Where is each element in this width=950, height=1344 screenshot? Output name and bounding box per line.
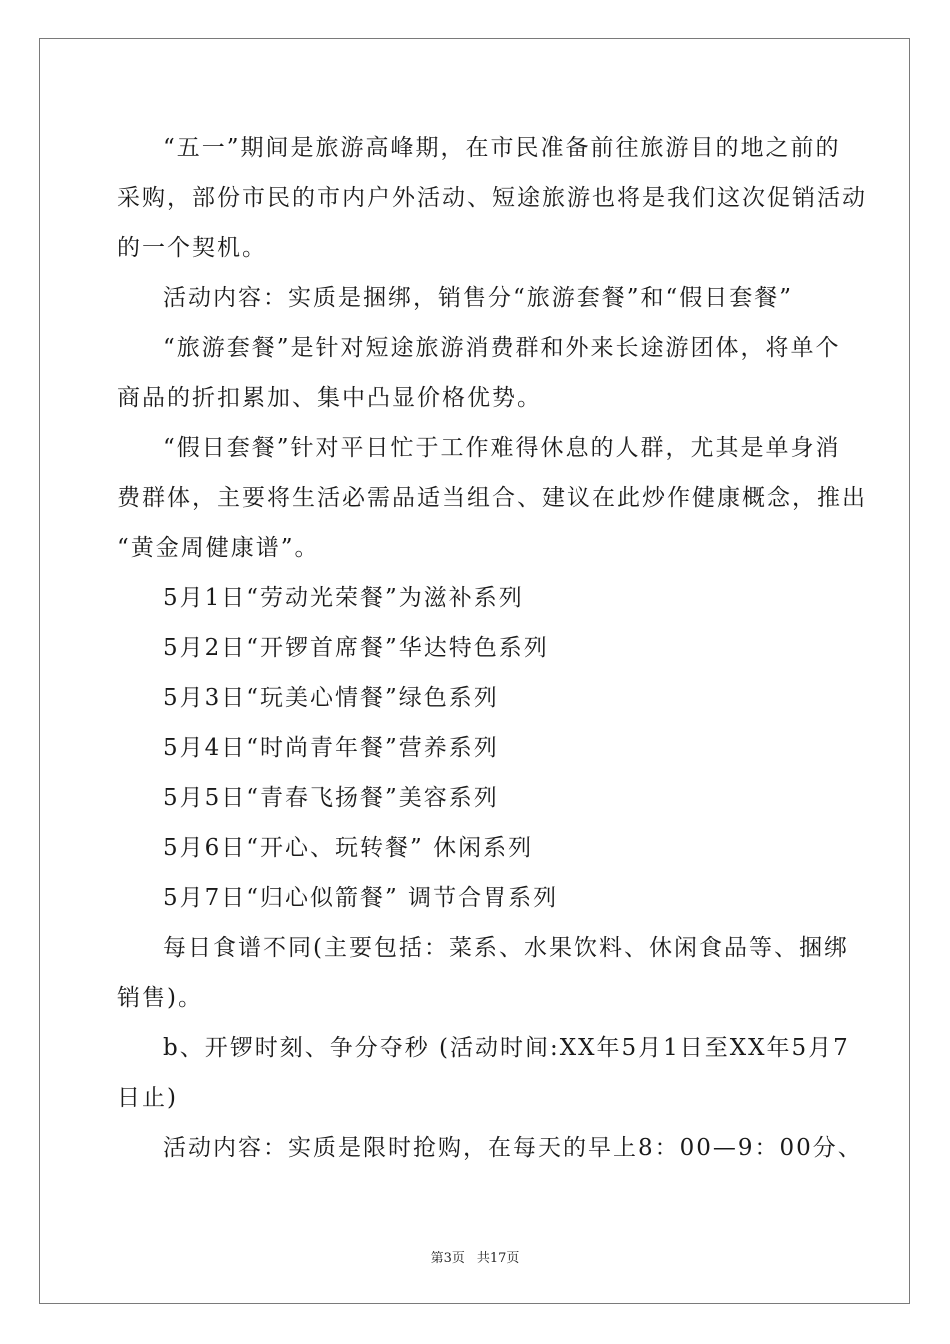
paragraph-line: “五一”期间是旅游高峰期，在市民准备前往旅游目的地之前的	[163, 135, 841, 161]
page-footer	[0, 1247, 950, 1266]
paragraph-line: 费群体，主要将生活必需品适当组合、建议在此炒作健康概念，推出	[117, 485, 867, 511]
menu-line: 5月2日“开锣首席餐”华达特色系列	[163, 635, 549, 661]
menu-line: 5月3日“玩美心情餐”绿色系列	[163, 685, 499, 711]
menu-line: 5月4日“时尚青年餐”营养系列	[163, 735, 499, 761]
paragraph-line: 商品的折扣累加、集中凸显价格优势。	[117, 385, 542, 411]
paragraph-line: 日止)	[117, 1085, 178, 1111]
paragraph-line: 活动内容：实质是捆绑，销售分“旅游套餐”和“假日套餐”	[163, 285, 794, 311]
menu-line: 5月7日“归心似箭餐” 调节合胃系列	[163, 885, 559, 911]
paragraph-line: “旅游套餐”是针对短途旅游消费群和外来长途游团体，将单个	[163, 335, 841, 361]
paragraph-line: b、开锣时刻、争分夺秒 (活动时间:XX年5月1日至XX年5月7	[163, 1035, 850, 1061]
menu-line: 5月1日“劳动光荣餐”为滋补系列	[163, 585, 524, 611]
menu-line: 5月5日“青春飞扬餐”美容系列	[163, 785, 499, 811]
menu-line: 5月6日“开心、玩转餐” 休闲系列	[163, 835, 534, 861]
page-total: 共17页	[476, 1251, 520, 1266]
page-number: 第3页	[430, 1251, 465, 1266]
paragraph-line: 活动内容：实质是限时抢购，在每天的早上8：00—9：00分、	[163, 1135, 863, 1161]
paragraph-line: “假日套餐”针对平日忙于工作难得休息的人群，尤其是单身消	[163, 435, 841, 461]
paragraph-line: “黄金周健康谱”。	[117, 535, 320, 561]
paragraph-line: 的一个契机。	[117, 235, 267, 261]
paragraph-line: 销售)。	[117, 985, 203, 1011]
paragraph-line: 每日食谱不同(主要包括：菜系、水果饮料、休闲食品等、捆绑	[163, 935, 849, 961]
paragraph-line: 采购，部份市民的市内户外活动、短途旅游也将是我们这次促销活动	[117, 185, 867, 211]
